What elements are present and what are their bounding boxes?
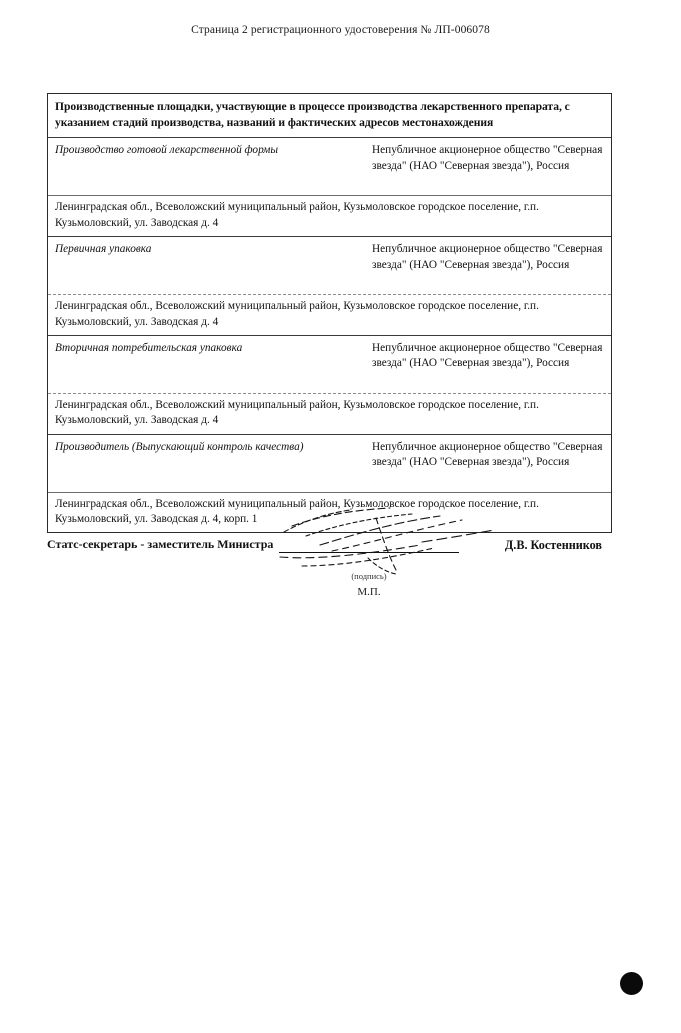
table-row xyxy=(48,196,611,237)
organization-name: Непубличное акционерное общество "Северная звезда" (НАО "Северная звезда"), Россия xyxy=(372,341,603,370)
stage-label: Вторичная потребительская упаковка xyxy=(55,341,243,354)
site-address: Ленинградская обл., Всеволожский муниципальный район, Кузьмоловское городское поселение, г.п. Кузьмоловский, ул. Заводская д. 4 xyxy=(55,201,539,229)
table-header-title: Производственные площадки, участвующие в процессе производства лекарственного препарата, с указанием стадий производства, названий и фактических адресов местонахождения xyxy=(48,94,611,138)
stage-label: Производство готовой лекарственной формы xyxy=(55,144,279,157)
scan-artifact-dot xyxy=(620,972,643,995)
site-address: Ленинградская обл., Всеволожский муниципальный район, Кузьмоловское городское поселение, г.п. Кузьмоловский, ул. Заводская д. 4 xyxy=(55,398,539,427)
stage-label: Производитель (Выпускающий контроль качества) xyxy=(55,440,304,453)
signature-block xyxy=(47,536,612,616)
signature-caption: (подпись) xyxy=(351,571,387,581)
table-row xyxy=(48,336,611,394)
seal-marker: М.П. xyxy=(357,586,381,598)
table-row xyxy=(48,394,611,435)
table-row xyxy=(48,237,611,295)
organization-name: Непубличное акционерное общество "Северная звезда" (НАО "Северная звезда"), Россия xyxy=(372,243,603,271)
stage-label: Первичная упаковка xyxy=(55,243,152,256)
production-sites-table xyxy=(47,93,612,533)
table-row xyxy=(48,493,611,533)
table-row xyxy=(48,138,611,196)
signature-rule xyxy=(279,552,459,553)
table-row xyxy=(48,295,611,336)
site-address: Ленинградская обл., Всеволожский муниципальный район, Кузьмоловское городское поселение, г.п. Кузьмоловский, ул. Заводская д. 4 xyxy=(55,300,539,328)
page-header: Страница 2 регистрационного удостоверения № ЛП-006078 xyxy=(191,24,490,36)
organization-name: Непубличное акционерное общество "Северная звезда" (НАО "Северная звезда"), Россия xyxy=(372,144,603,173)
table-row xyxy=(48,435,611,493)
signature-line-group xyxy=(279,552,459,598)
site-address: Ленинградская обл., Всеволожский муниципальный район, Кузьмоловское городское поселение, г.п. Кузьмоловский, ул. Заводская д. 4, корп. 1 xyxy=(55,497,539,525)
signatory-name: Д.В. Костенников xyxy=(504,538,602,552)
signatory-title: Статс-секретарь - заместитель Министра xyxy=(47,537,274,551)
organization-name: Непубличное акционерное общество "Северная звезда" (НАО "Северная звезда"), Россия xyxy=(372,440,603,469)
